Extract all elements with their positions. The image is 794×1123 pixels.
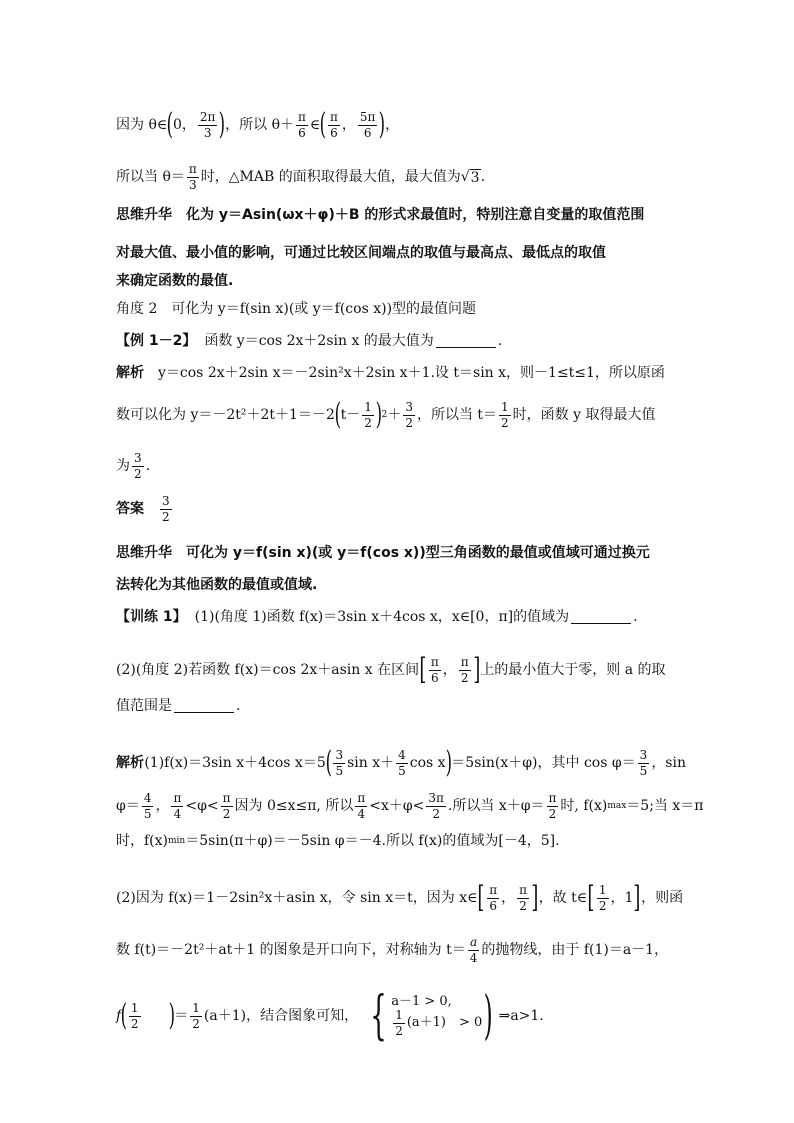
text: 时，△MAB 的面积取得最大值，最大值为 (200, 169, 461, 186)
bracket: [ (477, 880, 485, 915)
text: 为 (116, 458, 130, 475)
paren: ( (319, 107, 327, 142)
line-tsol-4 (116, 880, 686, 915)
text: 时, f(x) (560, 798, 608, 815)
fraction: $\frac{\pi}{2}$ (519, 882, 527, 913)
label-answer: 答案 (116, 501, 144, 518)
text: 化为 y＝Asin(ωx＋φ)＋B 的形式求最值时，特别注意自变量的取值范围 (186, 207, 645, 223)
fraction: $\frac{\pi}{4}$ (357, 791, 366, 821)
fraction: $\frac{4}{5}$ (398, 747, 406, 778)
system-row: $\frac{1}{2}$ (a＋1) > 0 (395, 1008, 483, 1038)
text: 角度 2 可化为 y＝f(sin x)(或 y＝f(cos x))型的最值问题 (116, 301, 477, 317)
subscript: min (168, 835, 186, 846)
text: ，故 t∈ (538, 890, 588, 906)
fraction: $\frac{\pi}{6}$ (298, 109, 306, 140)
line-theta-range (116, 107, 686, 142)
line-tsol-1 (116, 745, 686, 780)
line-summary-1 (116, 208, 686, 222)
fraction: $\frac{3}{5}$ (335, 747, 344, 778)
bracket: ] (633, 880, 641, 915)
line-summary2-1 (116, 546, 686, 560)
line-answer (116, 495, 686, 523)
paren: ) (219, 107, 226, 142)
line-tsol-6 (116, 986, 686, 1046)
text: (2)因为 f(x)＝1－2sin²x＋asin x，令 sin x＝t，因为 x∈ (116, 890, 478, 906)
text: ，所以当 t＝ (416, 407, 498, 423)
label-solution: 解析 (116, 365, 144, 381)
text: 值范围是 (116, 697, 172, 714)
fraction: $\frac{1}{2}$ (192, 1000, 200, 1031)
text: 时，函数 y 取得最大值 (512, 407, 656, 423)
fraction: $\frac{\pi}{6}$ (330, 109, 338, 140)
answer-blank (571, 609, 631, 624)
brace: ) (483, 986, 494, 1046)
text: 所以当 θ＝ (116, 169, 185, 186)
text: . (633, 608, 638, 625)
text: (1)(角度 1)函数 f(x)＝3sin x＋4cos x，x∈[0，π]的值域为 (194, 608, 570, 625)
text: ， (341, 117, 356, 133)
text: 的抛物线，由于 f(1)＝a－1， (481, 942, 669, 959)
line-solution-1 (116, 366, 686, 380)
exponent: 2 (381, 409, 388, 420)
label-summary: 思维升华 (116, 545, 172, 561)
fraction: $\frac{\pi}{6}$ (489, 882, 498, 913)
fraction: $\frac{\pi}{4}$ (173, 791, 182, 821)
text: ＋ (387, 407, 402, 423)
text: 时，f(x) (116, 833, 169, 849)
subscript: max (607, 800, 627, 811)
text: 上的最小值大于零，则 a 的取 (480, 662, 666, 678)
text: 函数 y＝cos 2x＋2sin x 的最大值为 (204, 332, 434, 349)
answer-blank (436, 333, 496, 348)
line-tsol-5 (116, 936, 686, 964)
fraction: $\frac{5\pi}{6}$ (359, 109, 376, 140)
fraction: $\frac{1}{2}$ (364, 399, 372, 430)
text: 对最大值、最小值的影响，可通过比较区间端点的取值与最高点、最低点的取值 (116, 245, 606, 261)
line-tsol-3 (116, 834, 686, 848)
text: 可化为 y＝f(sin x)(或 y＝f(cos x))型三角函数的最值或值域可通过换元 (186, 545, 650, 561)
line-solution-2 (116, 397, 686, 432)
text: 因为 0≤x≤π, 所以 (234, 798, 354, 815)
text: ∈ (309, 117, 321, 133)
text: . (236, 697, 241, 714)
label-training: 【训练 1】 (116, 608, 187, 625)
line-angle-2 (116, 302, 686, 316)
fraction: $\frac{a}{4}$ (469, 935, 478, 965)
text: ，sin (651, 755, 686, 771)
text: sin x＋ (347, 755, 395, 771)
fraction: $\frac{\pi}{2}$ (548, 791, 557, 821)
line-summary-2 (116, 246, 686, 260)
label-solution: 解析 (116, 755, 144, 771)
paren: ( (120, 998, 128, 1033)
text: (1)f(x)＝3sin x＋4cos x＝5 (144, 755, 326, 771)
text: ，1 (610, 890, 634, 906)
sqrt-sign: √ (460, 169, 470, 186)
text: ，所以 θ＋ (225, 117, 295, 133)
brace: { (370, 986, 387, 1046)
text: (2)(角度 2)若函数 f(x)＝cos 2x＋asin x 在区间 (116, 662, 420, 678)
text: ＝5sin(π＋φ)＝－5sin φ＝－4.所以 f(x)的值域为[－4，5]. (185, 833, 560, 849)
label-example: 【例 1－2】 (116, 332, 197, 349)
paren: ) (168, 998, 175, 1033)
text: ，则函 (641, 890, 684, 906)
text: . (480, 169, 486, 186)
line-training-3 (116, 698, 686, 713)
fraction: $\frac{3}{2}$ (162, 494, 170, 524)
line-tsol-2 (116, 791, 704, 821)
text: cos x (409, 755, 446, 771)
line-solution-3 (116, 452, 686, 480)
text: . (145, 458, 151, 475)
fraction: $\frac{1}{2}$ (130, 1000, 139, 1031)
text: y＝cos 2x＋2sin x＝－2sin²x＋2sin x＋1.设 t＝sin x，则－1≤t≤1，所以原函 (158, 365, 665, 381)
text: 数 f(t)＝－2t²＋at＋1 的图象是开口向下，对称轴为 t＝ (116, 942, 466, 959)
text: 因为 θ∈ (116, 117, 168, 133)
fraction: $\frac{1}{2}$ (395, 1008, 403, 1038)
text: φ＝ (116, 798, 140, 815)
fraction: $\frac{1}{2}$ (598, 882, 607, 913)
line-example (116, 333, 686, 348)
answer-blank (174, 698, 234, 713)
system-row: a－1 > 0, (391, 993, 452, 1009)
text: 数可以化为 y＝－2t²＋2t＋1＝－2 (116, 407, 335, 423)
fraction: $\frac{3\pi}{2}$ (428, 791, 444, 821)
text: ， (442, 662, 457, 678)
equation-system (362, 986, 499, 1046)
text: ⇒a>1. (498, 1008, 544, 1024)
line-training (116, 609, 686, 624)
fraction: $\frac{\pi}{2}$ (460, 654, 469, 685)
text: ， (385, 117, 400, 133)
text: <x＋φ< (369, 798, 425, 815)
text: ＝ (174, 1008, 189, 1024)
bracket: [ (587, 880, 595, 915)
fraction: $\frac{3}{2}$ (134, 451, 142, 481)
fraction: $\frac{2\pi}{3}$ (199, 109, 216, 140)
text: ， (501, 890, 516, 906)
fraction: $\frac{1}{2}$ (501, 399, 509, 430)
line-summary-3 (116, 274, 686, 288)
text: ＝5sin(x＋φ)，其中 cos φ＝ (451, 755, 636, 771)
label-summary: 思维升华 (116, 207, 172, 223)
bracket: ] (531, 880, 539, 915)
text: 来确定函数的最值. (116, 273, 234, 289)
text: 0， (172, 117, 196, 133)
text: ＝5;当 x＝π (626, 798, 704, 815)
text: f (116, 1008, 122, 1024)
bracket: ] (472, 652, 480, 687)
line-summary2-2 (116, 578, 686, 592)
paren: ) (445, 745, 452, 780)
line-max-area (116, 163, 686, 191)
text: . (497, 332, 503, 349)
line-training-2 (116, 652, 686, 687)
text: <φ< (185, 798, 219, 815)
paren: ( (325, 745, 332, 780)
sqrt-value: 3 (470, 170, 480, 187)
paren: ( (166, 107, 174, 142)
text: (a＋1)，结合图象可知， (203, 1008, 359, 1024)
paren: ) (375, 397, 382, 432)
fraction: $\frac{\pi}{2}$ (222, 791, 231, 821)
fraction: $\frac{4}{5}$ (143, 791, 152, 821)
paren: ( (334, 397, 341, 432)
text: t－ (340, 407, 361, 423)
fraction: $\frac{\pi}{3}$ (188, 162, 197, 192)
text: .所以当 x＋φ＝ (447, 798, 545, 815)
text: 法转化为其他函数的最值或值域. (116, 577, 318, 593)
text: ， (155, 798, 170, 815)
fraction: $\frac{3}{5}$ (639, 747, 648, 778)
fraction: $\frac{\pi}{6}$ (430, 654, 439, 685)
bracket: [ (419, 652, 427, 687)
fraction: $\frac{3}{2}$ (405, 399, 413, 430)
paren: ) (379, 107, 386, 142)
